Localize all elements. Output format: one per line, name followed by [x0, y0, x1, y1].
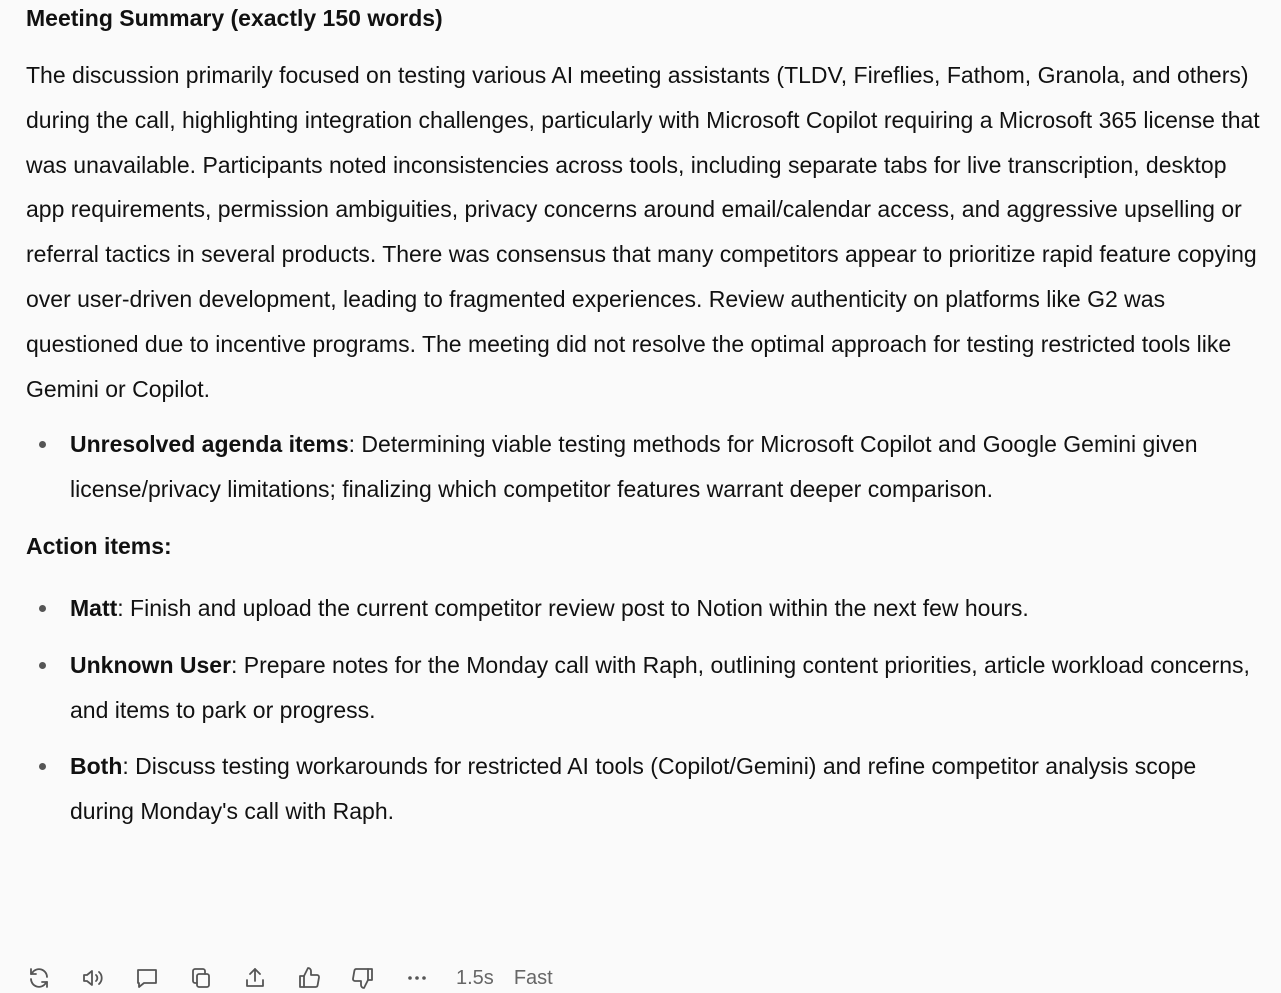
share-button[interactable] [240, 963, 270, 993]
regenerate-icon [27, 966, 51, 990]
model-speed-label: Fast [513, 966, 553, 989]
bullet-dot [39, 441, 46, 448]
action-items-list [26, 586, 1261, 834]
share-icon [243, 966, 267, 990]
thumbs-down-icon [351, 966, 375, 990]
list-item [26, 586, 1261, 631]
summary-heading: Meeting Summary (exactly 150 words) [26, 5, 443, 31]
message-toolbar [24, 962, 573, 993]
message-content [26, 0, 1261, 834]
unresolved-text: : Determining viable testing methods for Microsoft Copilot and Google Gemini given license/privacy limitations; finalizing which competitor features warrant deeper comparison. [70, 431, 1198, 503]
more-icon [405, 966, 429, 990]
action-owner: Matt [70, 594, 118, 621]
read-aloud-icon [81, 966, 105, 990]
action-text: : Finish and upload the current competitor review post to Notion within the next few hours. [117, 594, 1029, 621]
more-button[interactable] [402, 963, 432, 993]
unresolved-label: Unresolved agenda items [70, 431, 349, 458]
thumbs-up-button[interactable] [294, 963, 324, 993]
action-text: : Prepare notes for the Monday call with Raph, outlining content priorities, article workload concerns, and items to park or progress. [70, 651, 1250, 723]
action-items-heading: Action items: [26, 532, 172, 559]
thumbs-up-icon [297, 966, 321, 990]
list-item [26, 643, 1261, 733]
bullet-dot [39, 763, 46, 770]
unresolved-list [26, 422, 1261, 512]
regenerate-button[interactable] [24, 963, 54, 993]
list-item [26, 422, 1261, 512]
comment-icon [135, 966, 159, 990]
thumbs-down-button[interactable] [348, 963, 378, 993]
summary-paragraph: The discussion primarily focused on testing various AI meeting assistants (TLDV, Fireflies, Fathom, Granola, and others) during the call, highlighting integration challenges, particularly with Microsoft Copilot requiring a Microsoft 365 license that was unavailable. Participants noted inconsistencies across tools, including separate tabs for live transcription, desktop app requirements, permission ambiguities, privacy concerns around email/calendar access, and aggressive upselling or referral tactics in several products. There was consensus that many competitors appear to prioritize rapid feature copying over user-driven development, leading to fragmented experiences. Review authenticity on platforms like G2 was questioned due to incentive programs. The meeting did not resolve the optimal approach for testing restricted tools like Gemini or Copilot. [26, 62, 1260, 402]
comment-button[interactable] [132, 963, 162, 993]
copy-icon [189, 966, 213, 990]
bullet-dot [39, 662, 46, 669]
action-text: : Discuss testing workarounds for restricted AI tools (Copilot/Gemini) and refine competitor analysis scope during Monday's call with Raph. [70, 753, 1197, 825]
action-owner: Both [70, 753, 123, 780]
copy-button[interactable] [186, 963, 216, 993]
bullet-dot [39, 605, 46, 612]
action-owner: Unknown User [70, 651, 232, 678]
list-item [26, 744, 1261, 834]
response-time: 1.5s [456, 966, 494, 989]
read-aloud-button[interactable] [78, 963, 108, 993]
